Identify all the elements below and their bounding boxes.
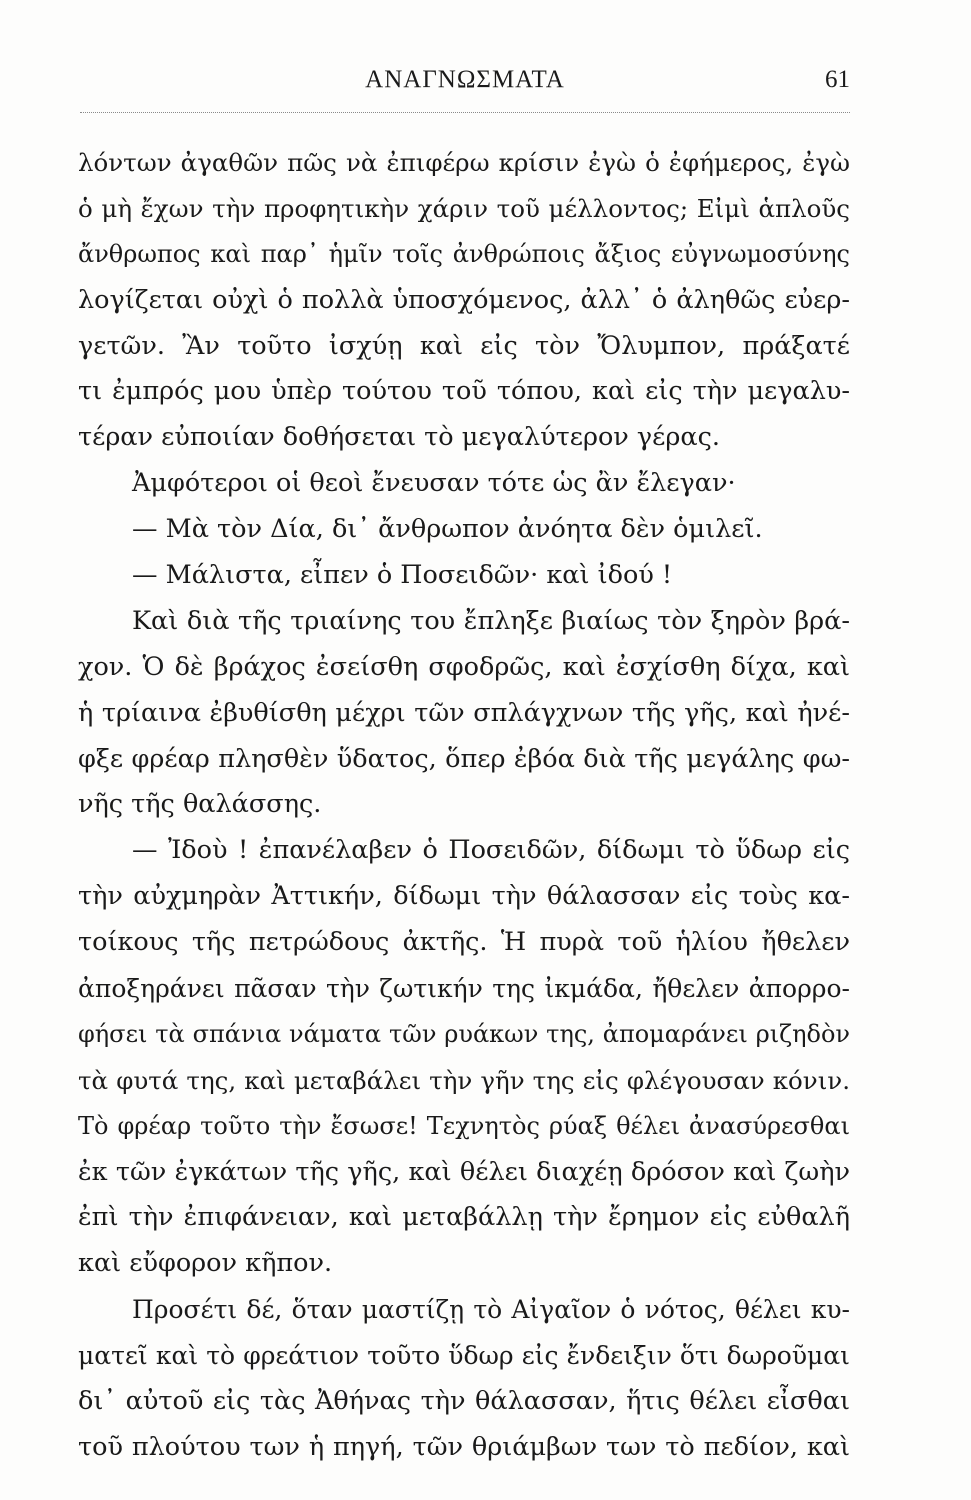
text-line: νῆς τῆς θαλάσσης.	[78, 789, 322, 820]
text-line: ματεῖ καὶ τὸ φρεάτιον τοῦτο ὕδωρ εἰς ἔνδειξιν ὅτι δωροῦμαι	[78, 1341, 850, 1371]
text-line: ἐπὶ τὴν ἐπιφάνειαν, καὶ μεταβάλλῃ τὴν ἔρημον εἰς εὐθαλῆ	[78, 1202, 850, 1233]
running-title: ΑΝΑΓΝΩΣΜΑΤΑ	[365, 66, 565, 93]
page-number: 61	[825, 66, 850, 93]
text-line: λογίζεται οὐχὶ ὁ πολλὰ ὑποσχόμενος, ἀλλ᾽ ὁ ἀληθῶς εὐερ-	[78, 284, 850, 315]
text-line: φήσει τὰ σπάνια νάματα τῶν ρυάκων της, ἀπομαράνει ριζηδὸν	[78, 1019, 850, 1048]
text-line: δι᾽ αὐτοῦ εἰς τὰς Ἀθήνας τὴν θάλασσαν, ἥτις θέλει εἶσθαι	[78, 1386, 850, 1417]
text-line: Καὶ διὰ τῆς τριαίνης του ἔπληξε βιαίως τὸν ξηρὸν βρά-	[132, 605, 850, 636]
text-line: ἄνθρωπος καὶ παρ᾽ ἡμῖν τοῖς ἀνθρώποις ἄξιος εὐγνωμοσύνης	[78, 239, 850, 268]
text-line: Ἀμφότεροι οἱ θεοὶ ἔνευσαν τότε ὡς ἂν ἔλεγαν·	[132, 468, 736, 499]
text-line: τοίκους τῆς πετρώδους ἀκτῆς. Ἡ πυρὰ τοῦ ἡλίου ἤθελεν	[78, 927, 850, 958]
text-line: τι ἐμπρός μου ὑπὲρ τούτου τοῦ τόπου, καὶ εἰς τὴν μεγαλυ-	[78, 376, 850, 407]
text-line: Προσέτι δέ, ὅταν μαστίζῃ τὸ Αἰγαῖον ὁ νότος, θέλει κυ-	[132, 1295, 850, 1325]
body-text	[78, 140, 850, 1471]
text-line: τὴν αὐχμηρὰν Ἀττικήν, δίδωμι τὴν θάλασσαν εἰς τοὺς κα-	[78, 881, 850, 912]
text-line: τὰ φυτά της, καὶ μεταβάλει τὴν γῆν της εἰς φλέγουσαν κόνιν.	[78, 1065, 850, 1095]
text-line: τέραν εὐποιίαν δοθήσεται τὸ μεγαλύτερον γέρας.	[78, 422, 720, 453]
text-line: Τὸ φρέαρ τοῦτο τὴν ἔσωσε! Τεχνητὸς ρύαξ θέλει ἀνασύρεσθαι	[78, 1111, 850, 1140]
text-line: ὁ μὴ ἔχων τὴν προφητικὴν χάριν τοῦ μέλλοντος; Εἰμὶ ἁπλοῦς	[78, 193, 850, 223]
text-line: ἐκ τῶν ἐγκάτων τῆς γῆς, καὶ θέλει διαχέῃ δρόσον καὶ ζωὴν	[78, 1156, 850, 1187]
text-line: καὶ εὔφορον κῆπον.	[78, 1248, 333, 1279]
header-divider	[80, 112, 850, 113]
dialogue-line: — Μὰ τὸν Δία, δι᾽ ἄνθρωπον ἀνόητα δὲν ὁμιλεῖ.	[132, 514, 763, 545]
text-line: τοῦ πλούτου των ἡ πηγή, τῶν θριάμβων των τὸ πεδίον, καὶ	[78, 1431, 850, 1462]
text-line: γετῶν. Ἂν τοῦτο ἰσχύῃ καὶ εἰς τὸν Ὄλυμπον, πράξατέ	[78, 330, 850, 361]
text-line: λόντων ἀγαθῶν πῶς νὰ ἐπιφέρω κρίσιν ἐγὼ ὁ ἐφήμερος, ἐγὼ	[78, 148, 850, 177]
text-line: ἡ τρίαινα ἐβυθίσθη μέχρι τῶν σπλάγχνων τῆς γῆς, καὶ ἠνέ-	[78, 697, 850, 728]
text-line: χον. Ὁ δὲ βράχος ἐσείσθη σφοδρῶς, καὶ ἐσχίσθη δίχα, καὶ	[78, 651, 850, 682]
text-line: φξε φρέαρ πλησθὲν ὕδατος, ὅπερ ἐβόα διὰ τῆς μεγάλης φω-	[78, 743, 850, 774]
text-line: ἀποξηράνει πᾶσαν τὴν ζωτικήν της ἰκμάδα, ἤθελεν ἀπορρο-	[78, 974, 850, 1004]
dialogue-line: — Ἰδοὺ ! ἐπανέλαβεν ὁ Ποσειδῶν, δίδωμι τὸ ὕδωρ εἰς	[132, 835, 850, 866]
running-head	[80, 62, 850, 102]
dialogue-line: — Μάλιστα, εἶπεν ὁ Ποσειδῶν· καὶ ἰδού !	[132, 560, 673, 591]
